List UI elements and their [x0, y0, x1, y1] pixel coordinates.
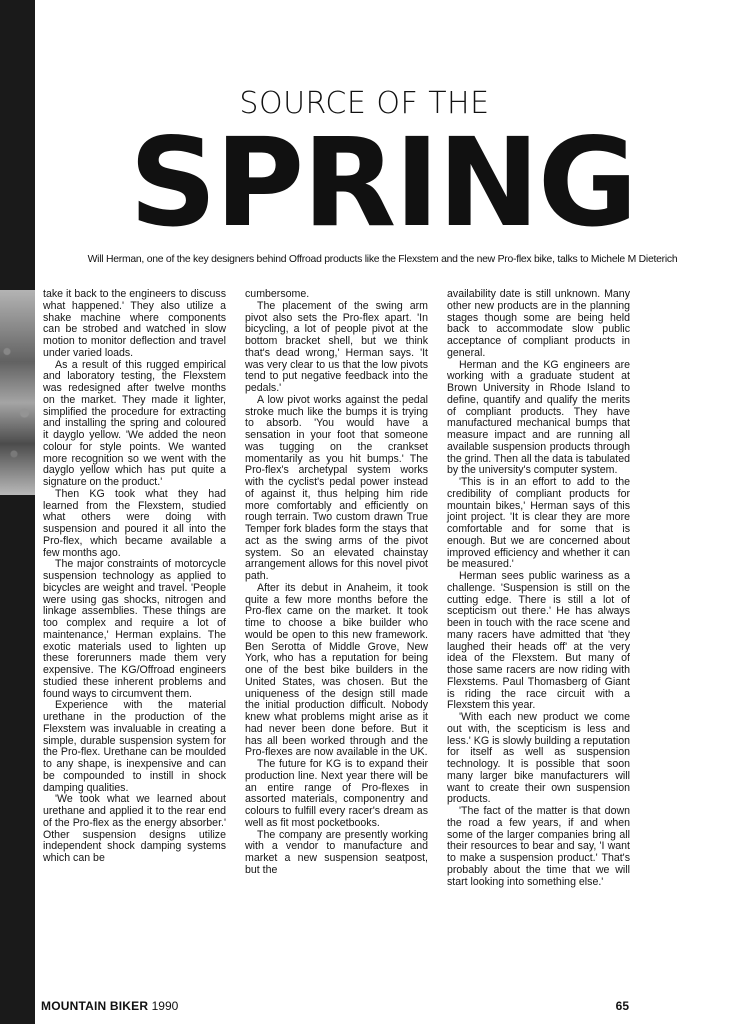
paragraph: 'The fact of the matter is that down the road a few years, if and when some of the larger companies bring all their resources to bear and say, 'I want to make a suspension product.' That's probably about the time that we will start looking into something else.': [447, 805, 630, 888]
paragraph: The major constraints of motorcycle suspension technology as applied to bicycles are weight and travel. 'People were using gas shocks, nitrogen and linkage assemblies. These things are too complex and require a lot of maintenance,' Herman explains. The exotic materials used to lighten up these forerunners made them very expensive. The KG/Offroad engineers studied these inherent problems and found ways to circumvent them.: [43, 558, 226, 700]
headline-kicker: SOURCE OF THE: [239, 86, 490, 121]
paragraph: Then KG took what they had learned from the Flexstem, studied what others were doing with suspension and poured it all into the Pro-flex, which became available a few months ago.: [43, 487, 226, 559]
footer-credit: [41, 999, 178, 1013]
paragraph: The company are presently working with a vendor to manufacture and market a new suspension seatpost, but the: [245, 828, 428, 876]
paragraph: 'With each new product we come out with, the scepticism is less and less.' KG is slowly building a reputation for itself as well as suspension technology. It is possible that soon many larger bike manufacturers will want to create their own suspension products.: [447, 711, 630, 806]
paragraph: availability date is still unknown. Many other new products are in the planning stages though some are being held back to accommodate slow public acceptance of compliant products in general.: [447, 288, 630, 359]
left-edge-bar: [0, 0, 35, 1024]
magazine-name: MOUNTAIN BIKER: [41, 999, 149, 1013]
paragraph: Experience with the material urethane in the production of the Flexstem was invaluable in creating a simple, durable suspension system for the Pro-flex. Urethane can be moulded to any shape, is inexpensive and can be compounded to instill in shock damping qualities.: [43, 699, 226, 794]
paragraph: The future for KG is to expand their production line. Next year there will be an entire range of Pro-flexes in assorted materials, componentry and colours to fulfill every racer's dream as well as fit most pocketbooks.: [245, 758, 428, 829]
column-1: [43, 289, 226, 865]
paragraph: Herman and the KG engineers are working with a graduate student at Brown University in Rhode Island to define, quantify and qualify the merits of compliant products. They have manufactured mechanical bumps that measure impact and are running all available suspension products through the grind. Then all the data is tabulated by the university's computer system.: [447, 358, 630, 477]
headline: SPRING: [129, 112, 636, 254]
standfirst: Will Herman, one of the key designers behind Offroad products like the Flexstem and the new Pro-flex bike, talks to Michele M Dieterich: [87, 254, 678, 265]
paragraph: Herman sees public wariness as a challenge. 'Suspension is still on the cutting edge. There is still a lot of scepticism out there.' He has always been in touch with the race scene and many racers have admitted that 'they laughed their heads off' at the very idea of the Flexstem. But many of those same racers are now riding with Flexstems. Paul Thomasberg of Giant is riding the race circuit with a Flexstem this year.: [447, 570, 630, 712]
paragraph: After its debut in Anaheim, it took quite a few more months before the Pro-flex came on the market. It took time to choose a bike builder who would be open to this new framework. Ben Serotta of Middle Grove, New York, who has a reputation for being one of the best bike builders in the United States, was chosen. But the uniqueness of the design still made the initial production difficult. Nobody knew what problems might arise as it had never been done before. But it has all been worked through and the Pro-flexes are now available in the UK.: [245, 581, 428, 759]
paragraph: take it back to the engineers to discuss what happened.' They also utilize a shake machine where components can be strobed and watched in slow motion to monitor deflection and travel under varied loads.: [43, 288, 226, 359]
issue-year: 1990: [151, 999, 179, 1013]
paragraph: cumbersome.: [245, 288, 310, 300]
column-2: [245, 289, 428, 877]
paragraph: The placement of the swing arm pivot also sets the Pro-flex apart. 'In bicycling, a lot of people pivot at the bottom bracket shell, but we think that's dead wrong,' Herman says. 'It was very clear to us that the low pivots tend to put negative feedback into the pedals.': [245, 299, 428, 394]
column-3: [447, 289, 630, 888]
paragraph: 'This is in an effort to add to the credibility of compliant products for mountain bikes,' Herman says of this joint project. 'It is clear they are more comfortable and for some that is enough. But we are concerned about improved efficiency and whether it can be measured.': [447, 476, 630, 571]
page-number: 65: [615, 999, 629, 1013]
paragraph: A low pivot works against the pedal stroke much like the bumps it is trying to absorb. 'You would have a sensation in your foot that someone was tugging on the crankset momentarily as you hit bumps.' The Pro-flex's archetypal system works with the cyclist's pedal power instead of against it, thus helping him ride more comfortably and efficiently on rough terrain. Two custom drawn True Temper fork blades form the stays that act as the swing arms of the pivot system. So an elevated chainstay arrangement allows for this novel pivot path.: [245, 393, 428, 582]
paragraph: 'We took what we learned about urethane and applied it to the rear end of the Pro-flex as the energy absorber.' Other suspension designs utilize independent shock damping systems which can be: [43, 793, 226, 864]
paragraph: As a result of this rugged empirical and laboratory testing, the Flexstem was redesigned after twelve months on the market. They made it lighter, simplified the procedure for extracting and installing the spring and coloured it dayglo yellow. 'We added the neon colour for style points. We wanted more recognition so we went with the dayglo yellow which has put quite a signature on the product.': [43, 358, 226, 488]
edge-photo-strip: [0, 290, 35, 495]
